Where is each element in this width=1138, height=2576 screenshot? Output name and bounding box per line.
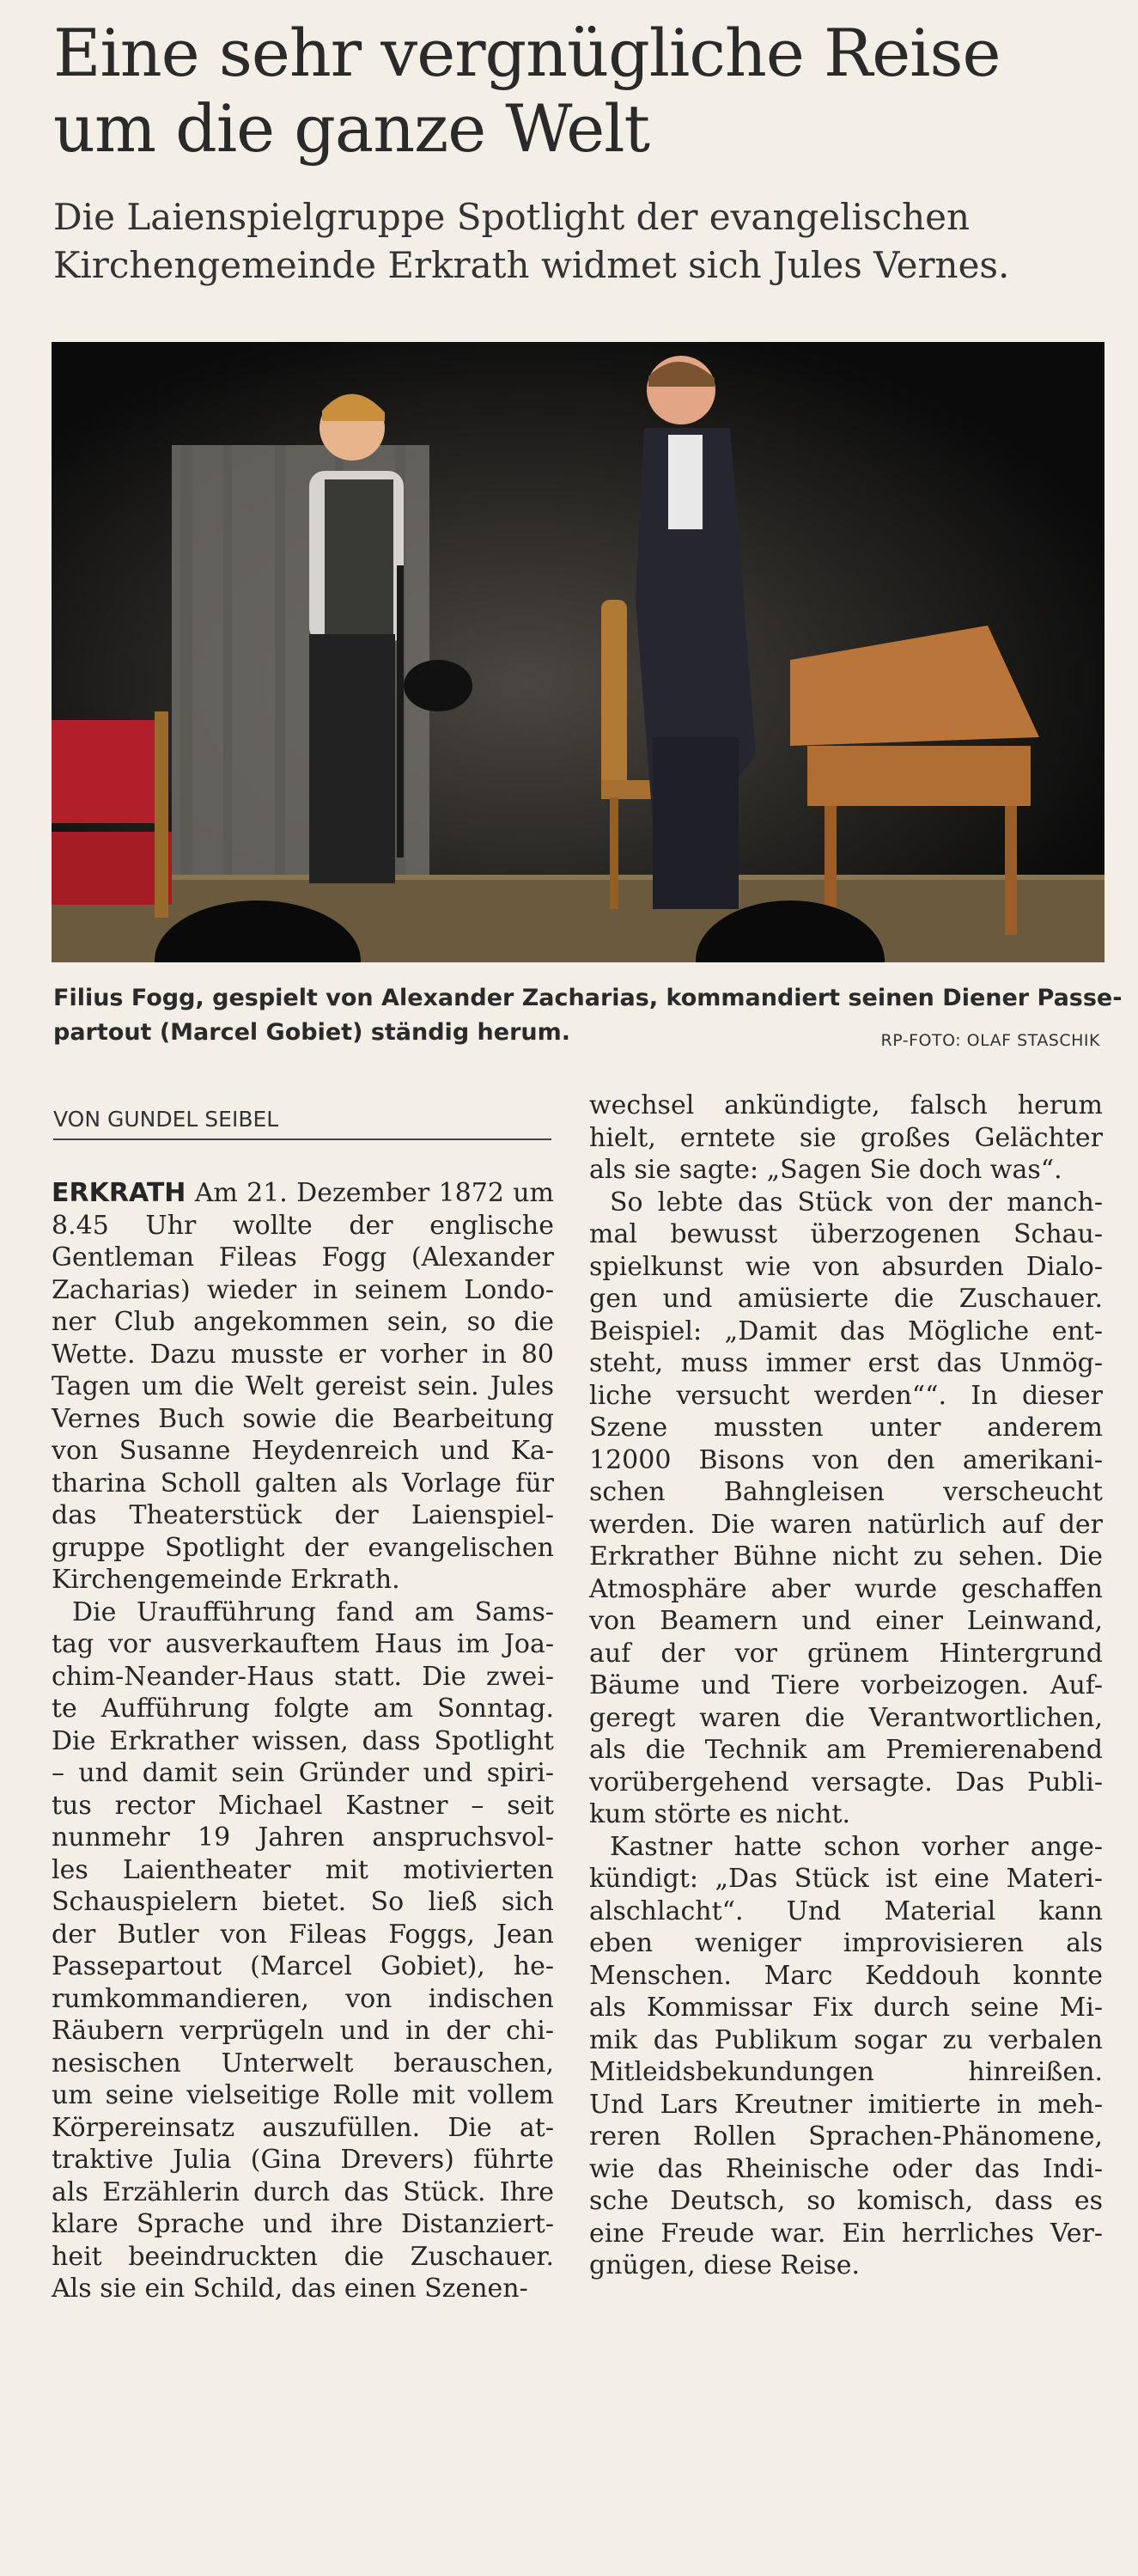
article-text-line: spielkunst wie von absurden Dialo- — [589, 1251, 1103, 1282]
article-text-line: alschlacht“. Und Material kann — [589, 1895, 1103, 1926]
article-text-line: das Theaterstück der Laienspiel- — [52, 1500, 554, 1530]
article-text-line: 8.45 Uhr wollte der englische — [52, 1210, 554, 1241]
article-text-line: mal bewusst überzogenen Schau- — [589, 1219, 1103, 1249]
article-text-line: Körpereinsatz auszufüllen. Die at- — [52, 2112, 554, 2143]
article-text-line: als Erzählerin durch das Stück. Ihre — [52, 2176, 554, 2207]
caption-line: partout (Marcel Gobiet) ständig herum. — [53, 1019, 571, 1046]
article-text-line: Als sie ein Schild, das einen Szenen- — [52, 2274, 528, 2304]
article-text-line: ner Club angekommen sein, so die — [52, 1307, 554, 1337]
article-text-line: liche versucht werden““. In dieser — [589, 1380, 1103, 1411]
article-text-line: von Beamern und einer Leinwand, — [589, 1606, 1103, 1636]
article-text-line: Kirchengemeinde Erkrath. — [52, 1565, 400, 1595]
article-text-line: Kastner hatte schon vorher ange- — [610, 1831, 1103, 1862]
article-text-line: gen und amüsierte die Zuschauer. — [589, 1284, 1103, 1314]
subheadline-line: Kirchengemeinde Erkrath widmet sich Jules Vernes. — [53, 244, 1010, 286]
article-text-line: Und Lars Kreutner imitierte in meh- — [589, 2089, 1103, 2120]
subheadline-line: Die Laienspielgruppe Spotlight der evangelischen — [53, 196, 971, 238]
article-text-line: von Susanne Heydenreich und Ka- — [52, 1436, 554, 1466]
article-text-line: geregt waren die Verantwortlichen, — [589, 1702, 1103, 1733]
article-text-line: Gentleman Fileas Fogg (Alexander — [52, 1242, 554, 1273]
article-text-line: der Butler von Fileas Foggs, Jean — [52, 1919, 554, 1950]
article-text-line: Die Uraufführung fand am Sams- — [72, 1596, 554, 1627]
article-text-line: um seine vielseitige Rolle mit vollem — [52, 2080, 554, 2110]
article-text-line: tag vor ausverkauftem Haus im Joa- — [52, 1629, 554, 1659]
article-text-line: tus rector Michael Kastner – seit — [52, 1790, 554, 1821]
article-text-line: wie das Rheinische oder das Indi- — [589, 2153, 1103, 2184]
article-text-line: klare Sprache und ihre Distanziert- — [52, 2209, 554, 2239]
article-text-line: traktive Julia (Gina Drevers) führte — [52, 2145, 554, 2175]
article-text-line: heit beeindruckten die Zuschauer. — [52, 2241, 554, 2272]
stage-photo-illustration — [52, 342, 1105, 962]
article-text-line: eine Freude war. Ein herrliches Ver- — [589, 2218, 1103, 2249]
article-text-line: chim-Neander-Haus statt. Die zwei- — [52, 1661, 554, 1692]
article-text-line: kündigt: „Das Stück ist eine Materi- — [589, 1864, 1103, 1894]
article-text-line: reren Rollen Sprachen-Phänomene, — [589, 2121, 1103, 2152]
article-text-line: Vernes Buch sowie die Bearbeitung — [52, 1403, 554, 1434]
article-text-line: Zacharias) wieder in seinem Londo- — [52, 1274, 554, 1305]
article-text-line: Wette. Dazu musste er vorher in 80 — [52, 1339, 554, 1370]
headline-line: Eine sehr vergnügliche Reise — [53, 15, 1001, 91]
article-text-line: Menschen. Marc Keddouh konnte — [589, 1960, 1103, 1991]
subheadline — [53, 193, 1110, 290]
article-text-line: So lebte das Stück von der manch- — [610, 1187, 1103, 1218]
article-text-line: Schauspielern bietet. So ließ sich — [52, 1887, 554, 1917]
article-text-line: als die Technik am Premierenabend — [589, 1735, 1103, 1765]
article-text-line: schen Bahngleisen verscheucht — [589, 1477, 1103, 1507]
article-text-line: – und damit sein Gründer und spiri- — [52, 1758, 554, 1788]
caption-line: Filius Fogg, gespielt von Alexander Zacharias, kommandiert seinen Diener Passe- — [53, 985, 1123, 1011]
stage-photo — [52, 342, 1105, 962]
article-text-line: nesischen Unterwelt berauschen, — [52, 2048, 554, 2079]
article-text-line: Beispiel: „Damit das Mögliche ent- — [589, 1315, 1103, 1346]
article-text-line: gnügen, diese Reise. — [589, 2250, 861, 2280]
article-text-line: als sie sagte: „Sagen Sie doch was“. — [589, 1155, 1062, 1185]
headline-line: um die ganze Welt — [53, 90, 650, 167]
article-text-line: vorübergehend versagte. Das Publi- — [589, 1767, 1103, 1798]
article-text-line: les Laientheater mit motivierten — [52, 1854, 554, 1885]
article-text-line: eben weniger improvisieren als — [589, 1928, 1103, 1958]
article-text-line: Atmosphäre aber wurde geschaffen — [589, 1573, 1103, 1604]
article-text-line: steht, muss immer erst das Unmög- — [589, 1348, 1103, 1378]
article-text-line: kum störte es nicht. — [589, 1799, 850, 1829]
article-text-line: Die Erkrather wissen, dass Spotlight — [52, 1725, 554, 1756]
article-text-line: te Aufführung folgte am Sonntag. — [52, 1694, 554, 1724]
article-text-line: 12000 Bisons von den amerikani- — [589, 1444, 1103, 1475]
dateline: ERKRATH — [52, 1178, 186, 1208]
article-text-line: Passepartout (Marcel Gobiet), he- — [52, 1951, 554, 1981]
article-text-line: rumkommandieren, von indischen — [52, 1983, 554, 2014]
article-text-line: als Kommissar Fix durch seine Mi- — [589, 1993, 1103, 2023]
headline — [53, 15, 1101, 167]
byline: VON GUNDEL SEIBEL — [53, 1107, 551, 1140]
article-text-line: Räubern verprügeln und in der chi- — [52, 2016, 554, 2046]
article-text-line: tharina Scholl galten als Vorlage für — [52, 1468, 554, 1499]
article-text-line: sche Deutsch, so komisch, dass es — [589, 2186, 1103, 2216]
article-column-left — [52, 1177, 554, 2305]
article-text-line: Szene mussten unter anderem — [589, 1413, 1103, 1443]
article-text-line: mik das Publikum sogar zu verbalen — [589, 2024, 1103, 2055]
article-text-line: hielt, erntete sie großes Gelächter — [589, 1122, 1103, 1153]
article-text-line: Tagen um die Welt gereist sein. Jules — [52, 1371, 554, 1401]
article-text-line: gruppe Spotlight der evangelischen — [52, 1532, 554, 1563]
article-text-line: Mitleidsbekundungen hinreißen. — [589, 2057, 1103, 2087]
photo-credit: RP-FOTO: OLAF STASCHIK — [880, 1031, 1100, 1050]
article-text-line: nunmehr 19 Jahren anspruchsvol- — [52, 1822, 554, 1853]
article-text-line: werden. Die waren natürlich auf der — [589, 1509, 1103, 1540]
article-text-line: Bäume und Tiere vorbeizogen. Auf- — [589, 1670, 1103, 1700]
article-text-line: ERKRATH Am 21. Dezember 1872 um — [52, 1178, 554, 1208]
article-text-line: auf der vor grünem Hintergrund — [589, 1638, 1103, 1669]
article-column-right — [589, 1090, 1103, 2282]
article-text-line: Erkrather Bühne nicht zu sehen. Die — [589, 1541, 1103, 1572]
article-text-line: wechsel ankündigte, falsch herum — [589, 1090, 1103, 1120]
